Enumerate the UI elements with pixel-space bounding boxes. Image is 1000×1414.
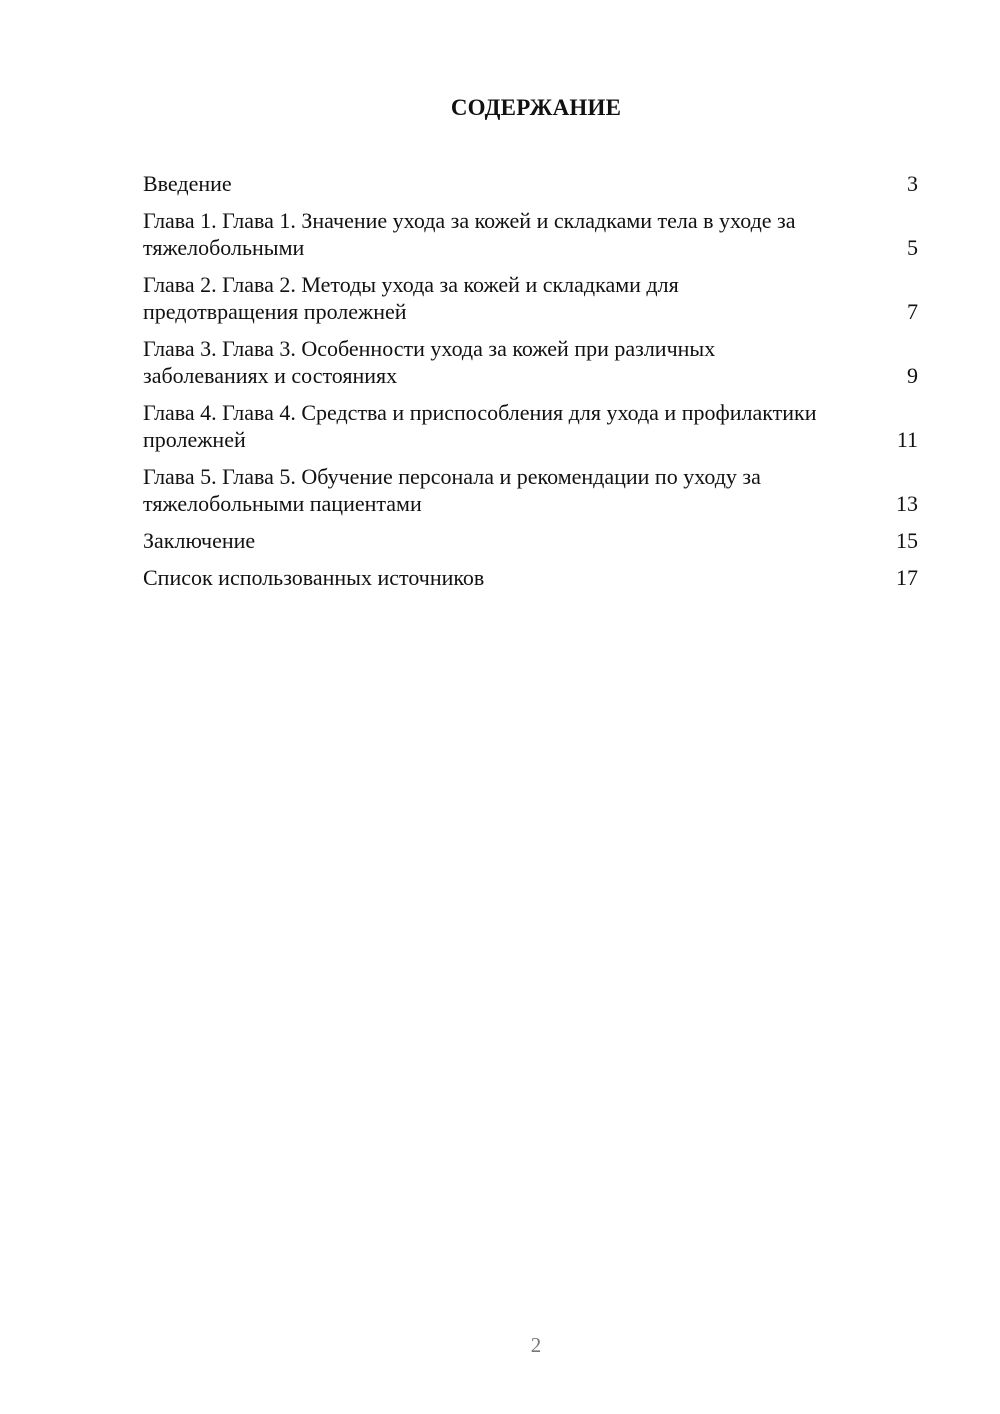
- toc-entry-chapter-1[interactable]: [143, 207, 918, 261]
- page-number: 2: [530, 1333, 542, 1357]
- toc-entry-page: 5: [907, 235, 918, 260]
- toc-entry-chapter-2[interactable]: [143, 271, 918, 325]
- toc-entry-chapter-3[interactable]: [143, 335, 918, 389]
- toc-entry-text: Глава 4. Глава 4. Средства и приспособления для ухода и профилактики пролежней: [143, 400, 817, 452]
- toc-entry-text: Глава 1. Глава 1. Значение ухода за кожей и складками тела в уходе за тяжелобольными: [143, 208, 796, 260]
- page-title: СОДЕРЖАНИЕ: [450, 95, 622, 120]
- toc-entry-page: 11: [896, 427, 918, 452]
- toc-entry-text: Глава 5. Глава 5. Обучение персонала и рекомендации по уходу за тяжелобольными пациентами: [143, 464, 761, 516]
- table-of-contents: [143, 170, 918, 601]
- toc-entry-page: 15: [896, 528, 918, 553]
- toc-entry-conclusion[interactable]: [143, 527, 918, 554]
- toc-entry-text: Заключение: [143, 528, 256, 553]
- toc-entry-text: Глава 3. Глава 3. Особенности ухода за кожей при различных заболеваниях и состояниях: [143, 336, 716, 388]
- toc-entry-introduction[interactable]: [143, 170, 918, 197]
- toc-entry-page: 3: [907, 171, 918, 196]
- toc-entry-text: Введение: [143, 171, 232, 196]
- toc-entry-text: Глава 2. Глава 2. Методы ухода за кожей и складками для предотвращения пролежней: [143, 272, 679, 324]
- toc-entry-page: 13: [896, 491, 918, 516]
- toc-entry-page: 7: [907, 299, 918, 324]
- toc-entry-page: 9: [907, 363, 918, 388]
- toc-entry-references[interactable]: [143, 564, 918, 591]
- toc-entry-text: Список использованных источников: [143, 565, 485, 590]
- toc-entry-chapter-4[interactable]: [143, 399, 918, 453]
- toc-entry-page: 17: [896, 565, 918, 590]
- toc-entry-chapter-5[interactable]: [143, 463, 918, 517]
